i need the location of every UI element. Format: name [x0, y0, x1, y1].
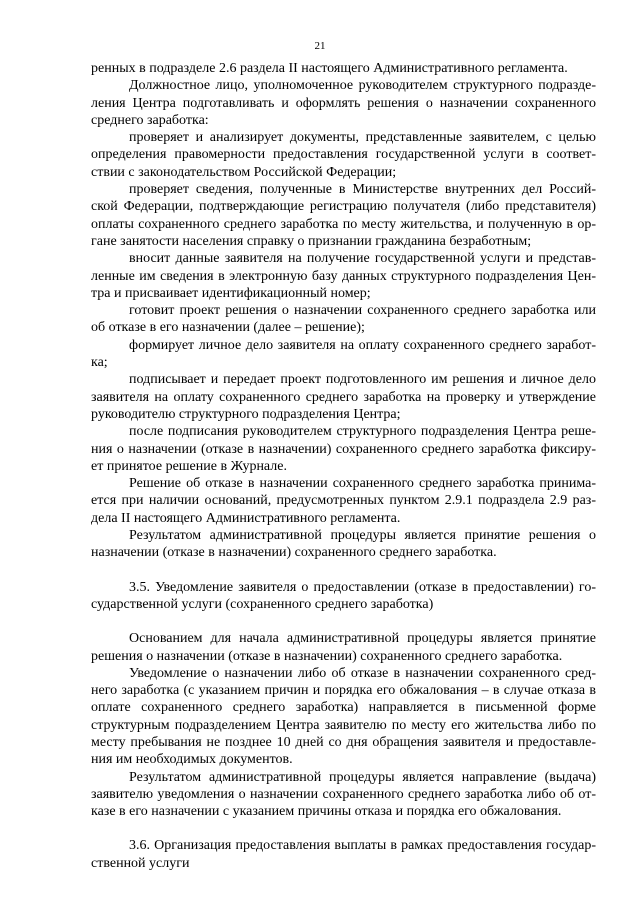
text-line: определения правомерности предоставления государственной услуги в соответ-: [91, 147, 596, 163]
paragraph: [91, 181, 596, 250]
document-body: [91, 60, 596, 872]
text-line: казе в его назначении с указанием причины отказа и порядка его обжалования.: [91, 804, 562, 820]
text-line: ленные им сведения в электронную базу данных структурного подразделения Цен-: [91, 268, 596, 284]
text-line: назначении (отказе в назначении) сохраненного среднего заработка.: [91, 545, 497, 561]
text-line: ствии с законодательством Российской Федерации;: [91, 164, 397, 180]
paragraph: [91, 302, 596, 337]
paragraph: [91, 77, 596, 129]
text-line: оплате сохраненного среднего заработка) направляется в письменной форме: [91, 700, 596, 716]
text-line: подписывает и передает проект подготовленного им решения и личное дело: [129, 372, 596, 388]
text-line: месту пребывания не позднее 10 дней со дня обращения заявителя и предоставле-: [91, 734, 596, 750]
text-line: ской Федерации, подтверждающие регистрацию получателя (либо представителя): [91, 199, 596, 215]
text-line: ния им необходимых документов.: [91, 752, 293, 768]
paragraph-gap: [91, 613, 596, 630]
text-line: дела II настоящего Административного регламента.: [91, 510, 401, 526]
paragraph: [91, 579, 596, 614]
text-line: заявителю уведомления о назначении сохраненного среднего заработка либо об от-: [91, 786, 596, 802]
paragraph-gap: [91, 820, 596, 837]
text-line: вносит данные заявителя на получение государственной услуги и представ-: [129, 251, 596, 267]
text-line: ления Центра подготавливать и оформлять решения о назначении сохраненного: [91, 95, 596, 111]
text-line: Результатом административной процедуры является принятие решения о: [129, 528, 596, 544]
paragraph: [91, 665, 596, 769]
paragraph: [91, 837, 596, 872]
paragraph: [91, 527, 596, 562]
text-line: проверяет сведения, полученные в Министерстве внутренних дел Россий-: [129, 182, 596, 198]
text-line: готовит проект решения о назначении сохраненного среднего заработка или: [129, 303, 596, 319]
paragraph: [91, 60, 596, 77]
text-line: ется при наличии оснований, предусмотренных пунктом 2.9.1 подраздела 2.9 раз-: [91, 493, 596, 509]
text-line: проверяет и анализирует документы, представленные заявителем, с целью: [129, 130, 596, 146]
text-line: 3.5. Уведомление заявителя о предоставлении (отказе в предоставлении) го-: [129, 579, 596, 595]
text-line: него заработка (с указанием причин и порядка его обжалования – в случае отказа в: [91, 683, 596, 699]
text-line: ренных в подразделе 2.6 раздела II настоящего Административного регламента.: [91, 61, 568, 76]
text-line: оплаты сохраненного среднего заработка по месту жительства, и полученную в ор-: [91, 216, 596, 232]
text-line: заявителя на оплату сохраненного среднего заработка на проверку и утверждение: [91, 389, 596, 405]
text-line: среднего заработка:: [91, 112, 209, 128]
paragraph: [91, 630, 596, 665]
paragraph: [91, 129, 596, 181]
text-line: структурным подразделением Центра заявителю по месту его жительства либо по: [91, 717, 596, 733]
text-line: гане занятости населения справку о признании гражданина безработным;: [91, 233, 532, 249]
text-line: Основанием для начала административной процедуры является принятие: [129, 631, 596, 647]
text-line: сударственной услуги (сохраненного среднего заработка): [91, 596, 434, 612]
text-line: Должностное лицо, уполномоченное руководителем структурного подразде-: [129, 78, 596, 94]
text-line: Уведомление о назначении либо об отказе в назначении сохраненного сред-: [129, 665, 596, 681]
text-line: решения о назначении (отказе в назначении) сохраненного среднего заработка.: [91, 648, 563, 664]
paragraph-gap: [91, 562, 596, 579]
text-line: ния о назначении (отказе в назначении) сохраненного среднего заработка фиксиру-: [91, 441, 596, 457]
paragraph: [91, 769, 596, 821]
paragraph: [91, 423, 596, 475]
text-line: 3.6. Организация предоставления выплаты в рамках предоставления государ-: [129, 838, 596, 854]
text-line: ственной услуги: [91, 855, 190, 871]
text-line: тра и присваивает идентификационный номер;: [91, 285, 371, 301]
paragraph: [91, 250, 596, 302]
paragraph: [91, 337, 596, 372]
text-line: Решение об отказе в назначении сохраненного среднего заработка принима-: [129, 476, 596, 492]
text-line: формирует личное дело заявителя на оплату сохраненного среднего заработ-: [129, 337, 596, 353]
text-line: ка;: [91, 355, 108, 371]
page-number: 21: [314, 40, 326, 52]
paragraph: [91, 371, 596, 423]
text-line: об отказе в его назначении (далее – решение);: [91, 320, 365, 336]
text-line: руководителю структурного подразделения Центра;: [91, 406, 401, 422]
paragraph: [91, 475, 596, 527]
text-line: Результатом административной процедуры является направление (выдача): [129, 769, 596, 785]
text-line: после подписания руководителем структурного подразделения Центра реше-: [129, 424, 596, 440]
text-line: ет принятое решение в Журнале.: [91, 458, 287, 474]
